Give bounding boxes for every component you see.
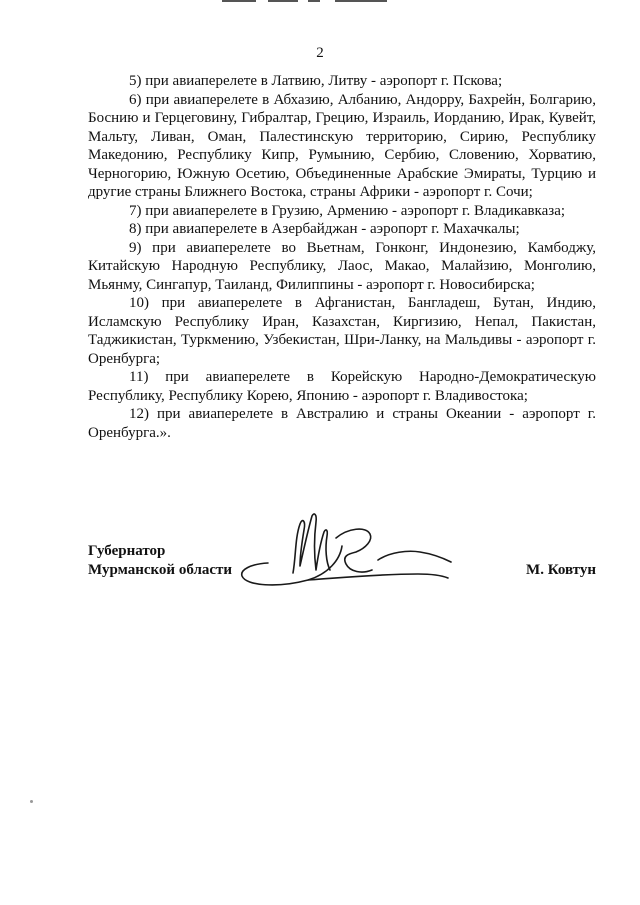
signatory-name: М. Ковтун	[526, 562, 596, 578]
scan-mark	[268, 0, 298, 2]
scan-mark	[308, 0, 320, 2]
list-item: 6) при авиаперелете в Абхазию, Албанию, Андорру, Бахрейн, Болгарию, Боснию и Герцеговину, Гибралтар, Грецию, Израиль, Иорданию, Ирак, Кувейт, Мальту, Ливан, Оман, Палестинскую территорию, Сирию, Республику Македонию, Республику Кипр, Румынию, Сербию, Словению, Хорватию, Черногорию, Южную Осетию, Объединенные Арабские Эмираты, Турцию и другие страны Ближнего Востока, страны Африки - аэропорт г. Сочи;	[88, 91, 596, 200]
scan-speck	[30, 800, 33, 803]
handwritten-signature	[238, 508, 453, 593]
scan-mark	[222, 0, 256, 2]
list-item: 11) при авиаперелете в Корейскую Народно-Демократическую Республику, Республику Корею, Японию - аэропорт г. Владивостока;	[88, 369, 596, 404]
list-item: 5) при авиаперелете в Латвию, Литву - аэропорт г. Пскова;	[129, 73, 503, 89]
signatory-title-line: Мурманской области	[88, 562, 233, 578]
signatory-title	[88, 542, 232, 580]
list-item: 7) при авиаперелете в Грузию, Армению - аэропорт г. Владикавказа;	[129, 202, 566, 219]
signatory-title-line: Губернатор	[88, 543, 166, 559]
list-item: 10) при авиаперелете в Афганистан, Бангладеш, Бутан, Индию, Исламскую Республику Иран, Казахстан, Киргизию, Непал, Пакистан, Таджикистан, Туркмению, Узбекистан, Шри-Ланку, на Мальдивы - аэропорт г. Оренбурга;	[88, 295, 596, 367]
list-item: 9) при авиаперелете во Вьетнам, Гонконг, Индонезию, Камбоджу, Китайскую Народную Республику, Лаос, Макао, Малайзию, Монголию, Мьянму, Сингапур, Таиланд, Филиппины - аэропорт г. Новосибирска;	[88, 239, 596, 293]
scan-mark	[335, 0, 387, 2]
page-number: 2	[316, 45, 324, 61]
list-item: 8) при авиаперелете в Азербайджан - аэропорт г. Махачкалы;	[129, 221, 520, 237]
document-body	[88, 72, 596, 442]
list-item: 12) при авиаперелете в Австралию и страны Океании - аэропорт г. Оренбурга.».	[88, 406, 596, 441]
